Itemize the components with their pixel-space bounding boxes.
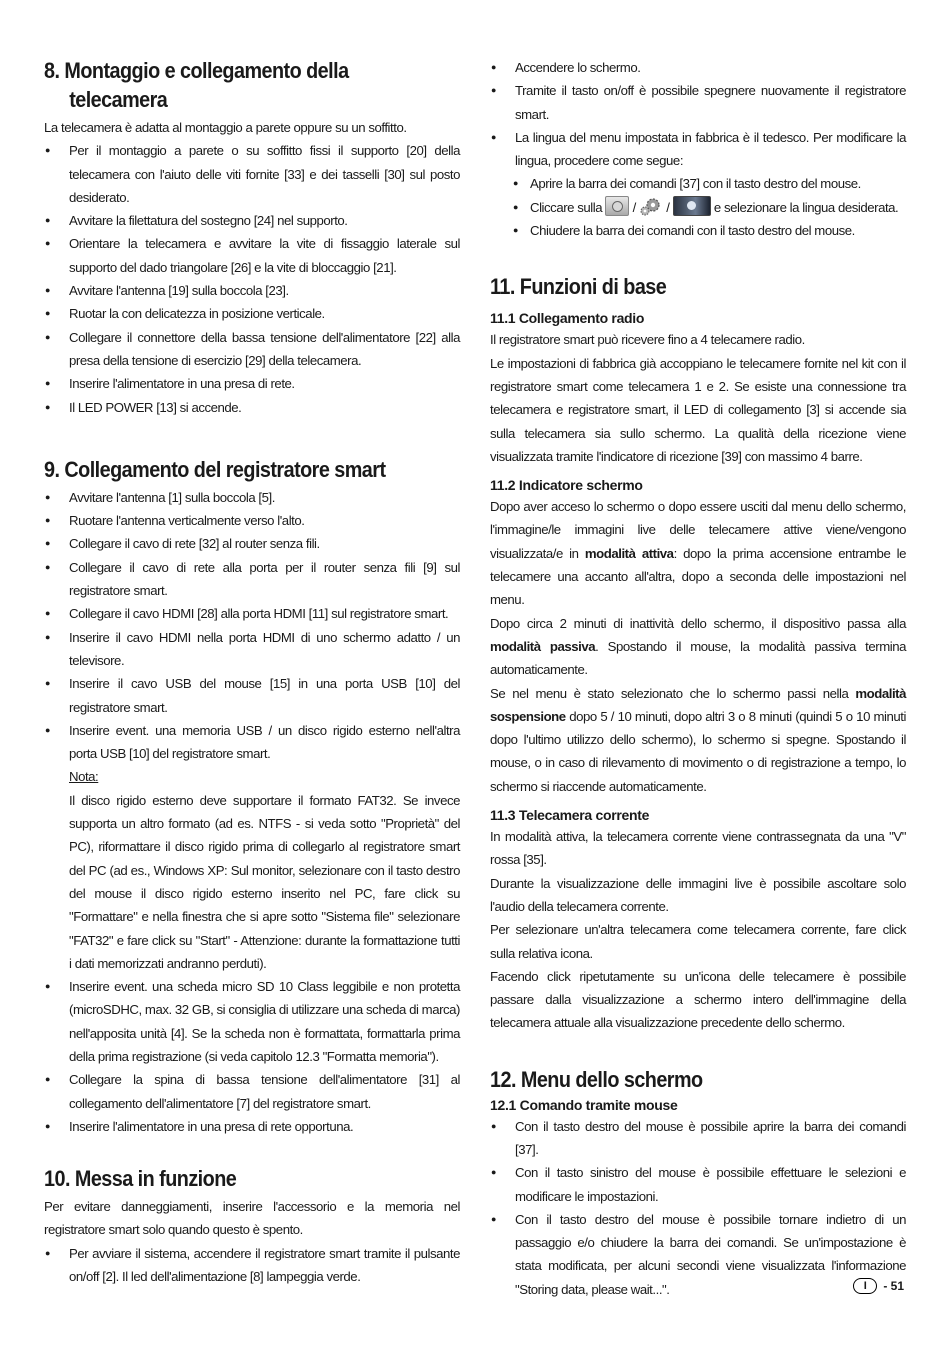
bullet-list: [44, 139, 460, 419]
subsection-11-3-heading: 11.3 Telecamera corrente: [490, 807, 650, 824]
paragraph: Per selezionare un'altra telecamera come telecamera corrente, fare click sulla relativa icona.: [490, 922, 906, 961]
list-item: ● Inserire event. una scheda micro SD 10 Class leggibile e non protetta (microSDHC, max. 32 GB, si consiglia di utilizzare una scheda di marca) nell'apposita unità [4]. Se la scheda non è formattata, formattarla prima della prima registrazione (si veda capitolo 12.3 "Formatta memoria").: [44, 975, 460, 1068]
list-item: ● Per avviare il sistema, accendere il registratore smart tramite il pulsante on/off [2]. Il led dell'alimentazione [8] lampeggia verde.: [44, 1242, 460, 1289]
list-item: ● Ruotare l'antenna verticalmente verso l'alto.: [44, 509, 460, 532]
note-title: Nota:: [69, 769, 99, 785]
section-number: 8.: [44, 58, 60, 83]
paragraph: Durante la visualizzazione delle immagini live è possibile ascoltare solo l'audio della telecamera corrente.: [490, 875, 906, 914]
text: Cliccare sulla: [530, 199, 603, 215]
bullet-list: [490, 1115, 906, 1301]
paragraph: Se nel menu è stato selezionato che lo schermo passi nella modalità sospensione dopo 5 / 10 minuti, dopo altri 3 o 8 minuti (quindi 5 o 10 minuti dopo l'ultimo utilizzo dello schermo), lo schermo si spegne. Spostando il mouse, o in caso di rilevamento di movimento o di registrazione a tempo, lo schermo si riaccende automaticamente.: [490, 685, 906, 794]
list-item: ● Inserire l'alimentatore in una presa di rete opportuna.: [44, 1115, 460, 1138]
list-item: ● La lingua del menu impostata in fabbrica è il tedesco. Per modificare la lingua, procedere come segue:: [490, 126, 906, 173]
section-title: Funzioni di base: [519, 274, 667, 300]
gear-icon: [639, 198, 663, 216]
list-item: ● Collegare il connettore della bassa tensione dell'alimentatore [22] alla presa della tensione di esercizio [29] della telecamera.: [44, 326, 460, 373]
list-item: ● Per il montaggio a parete o su soffitto fissi il supporto [20] della telecamera con l'aiuto delle viti fornite [33] e dei tasselli [30] sul posto desiderato.: [44, 139, 460, 209]
list-item: ● Collegare la spina di bassa tensione dell'alimentatore [31] al collegamento dell'alimentatore [7] del registratore smart.: [44, 1068, 460, 1115]
left-column: [44, 56, 460, 1288]
paragraph: Dopo aver acceso lo schermo o dopo essere usciti dal menu dello schermo, l'immagine/le immagini live delle telecamere attive viene/vengono visualizzata/e in modalità attiva: dopo la prima accensione entrambe le telecamere una accanto all'altra, dopo a seconda delle impostazioni nel menu.: [490, 499, 907, 608]
page-footer: [853, 1278, 904, 1294]
separator: /: [632, 199, 636, 215]
list-item: ● Orientare la telecamera e avvitare la vite di fissaggio laterale sul supporto del dado triangolare [26] e la vite di bloccaggio [21].: [44, 232, 460, 279]
section-number: 9.: [44, 456, 60, 482]
note-block: [44, 765, 460, 975]
list-item: ● Con il tasto destro del mouse è possibile tornare indietro di un passaggio e/o chiudere la barra dei comandi. Se un'impostazione è stata modificata, per alcuni secondi viene visualizzata l'informazione "Storing data, please wait...".: [490, 1208, 906, 1301]
text: e selezionare la lingua desiderata.: [713, 199, 899, 215]
list-item: ● Il LED POWER [13] si accende.: [44, 396, 460, 419]
list-item: ● Accendere lo schermo.: [490, 56, 906, 79]
section-title: Messa in funzione: [74, 1166, 237, 1192]
list-item: ● Ruotar la con delicatezza in posizione verticale.: [44, 302, 460, 325]
list-item: ● Avvitare l'antenna [19] sulla boccola [23].: [44, 279, 460, 302]
paragraph: Facendo click ripetutamente su un'icona delle telecamere è possibile passare dalla visualizzazione a schermo intero dell'immagine della telecamera attuale alla visualizzazione precedente dello schermo.: [490, 968, 906, 1031]
list-item-language: [512, 196, 906, 219]
list-item: ● Tramite il tasto on/off è possibile spegnere nuovamente il registratore smart.: [490, 79, 906, 126]
list-item: ● Collegare il cavo HDMI [28] alla porta HDMI [11] sul registratore smart.: [44, 602, 460, 625]
list-item: ● Avvitare la filettatura del sostegno [24] nel supporto.: [44, 209, 460, 232]
list-item: ● Inserire l'alimentatore in una presa di rete.: [44, 372, 460, 395]
bullet-list: [490, 56, 906, 172]
bullet-list: [44, 1242, 460, 1289]
section-title-cont: telecamera: [69, 87, 168, 112]
section-number: 12.: [490, 1066, 516, 1092]
subsection-11-2-heading: 11.2 Indicatore schermo: [490, 477, 643, 494]
list-item: ● Con il tasto destro del mouse è possibile aprire la barra dei comandi [37].: [490, 1115, 906, 1162]
list-item: ● Chiudere la barra dei comandi con il tasto destro del mouse.: [512, 219, 906, 242]
paragraph: La telecamera è adatta al montaggio a parete oppure su un soffitto.: [44, 120, 407, 135]
section-11-heading: [490, 272, 864, 301]
section-title: Menu dello schermo: [520, 1066, 703, 1092]
paragraph: In modalità attiva, la telecamera corrente viene contrassegnata da una "V" rossa [35].: [490, 829, 906, 868]
list-item: ● Inserire il cavo USB del mouse [15] in una porta USB [10] del registratore smart.: [44, 672, 460, 719]
paragraph: Il registratore smart può ricevere fino a 4 telecamere radio.: [490, 332, 805, 348]
right-column: [490, 56, 906, 1301]
list-item: ● Collegare il cavo di rete [32] al router senza fili.: [44, 532, 460, 555]
paragraph: Dopo circa 2 minuti di inattività dello schermo, il dispositivo passa alla modalità passiva. Spostando il mouse, la modalità passiva termina automaticamente.: [490, 615, 906, 678]
paragraph: Per evitare danneggiamenti, inserire l'accessorio e la memoria nel registratore smart solo quando questo è spento.: [44, 1199, 460, 1238]
language-badge: I: [853, 1278, 877, 1294]
section-title: Montaggio e collegamento della: [64, 58, 349, 83]
sub-bullet-list: [512, 172, 906, 242]
section-12-heading: [490, 1065, 864, 1094]
bullet-list: [44, 975, 460, 1138]
list-item: ● Aprire la barra dei comandi [37] con il tasto destro del mouse.: [512, 172, 906, 195]
section-9-heading: [44, 455, 418, 484]
bullet-list: [44, 486, 460, 766]
section-8-heading: [44, 56, 418, 114]
list-item: ● Inserire event. una memoria USB / un disco rigido esterno nell'altra porta USB [10] del registratore smart.: [44, 719, 460, 766]
list-item: ● Con il tasto sinistro del mouse è possibile effettuare le selezioni e modificare le impostazioni.: [490, 1161, 906, 1208]
list-item: ● Collegare il cavo di rete alla porta per il router senza fili [9] sul registratore smart.: [44, 556, 460, 603]
subsection-11-1-heading: 11.1 Collegamento radio: [490, 310, 645, 327]
subsection-12-1-heading: 12.1 Comando tramite mouse: [490, 1096, 678, 1113]
paragraph: Le impostazioni di fabbrica già accoppiano le telecamere fornite nel kit con il registratore smart come telecamera 1 e 2. Se esiste una connessione tra telecamera e registratore smart, il LED di collegamento [3] si accende sia sulla telecamera sia sullo schermo. La qualità della ricezione viene visualizzata tramite l'indicatore di ricezione [39] con massimo 4 barre.: [490, 355, 906, 464]
section-10-heading: [44, 1164, 418, 1193]
page-number: - 51: [883, 1279, 904, 1293]
disk-icon: [605, 196, 629, 216]
section-number: 11.: [490, 274, 515, 300]
separator: /: [666, 199, 670, 215]
note-text: Il disco rigido esterno deve supportare il formato FAT32. Se invece supporta un altro formato (ad es. NTFS - si veda sotto "Proprietà" del PC), riformattare il disco rigido prima di collegarlo al registratore smart del PC (ad es., Windows XP: Sul monitor, selezionare con il tasto destro del mouse il disco rigido esterno inserito nel PC, fare click su "Formattare" e nella finestra che si apre sotto "Sistema file" selezionare "FAT32" e fare click su "Start" - Attenzione: durante la formattazione tutti i dati memorizzati andranno perduti).: [69, 792, 460, 971]
section-title: Collegamento del registratore smart: [64, 456, 386, 482]
list-item: ● Inserire il cavo HDMI nella porta HDMI di uno schermo adatto / un televisore.: [44, 626, 460, 673]
section-number: 10.: [44, 1166, 70, 1192]
list-item: ● Avvitare l'antenna [1] sulla boccola [5].: [44, 486, 460, 509]
monitor-icon: [673, 196, 711, 216]
